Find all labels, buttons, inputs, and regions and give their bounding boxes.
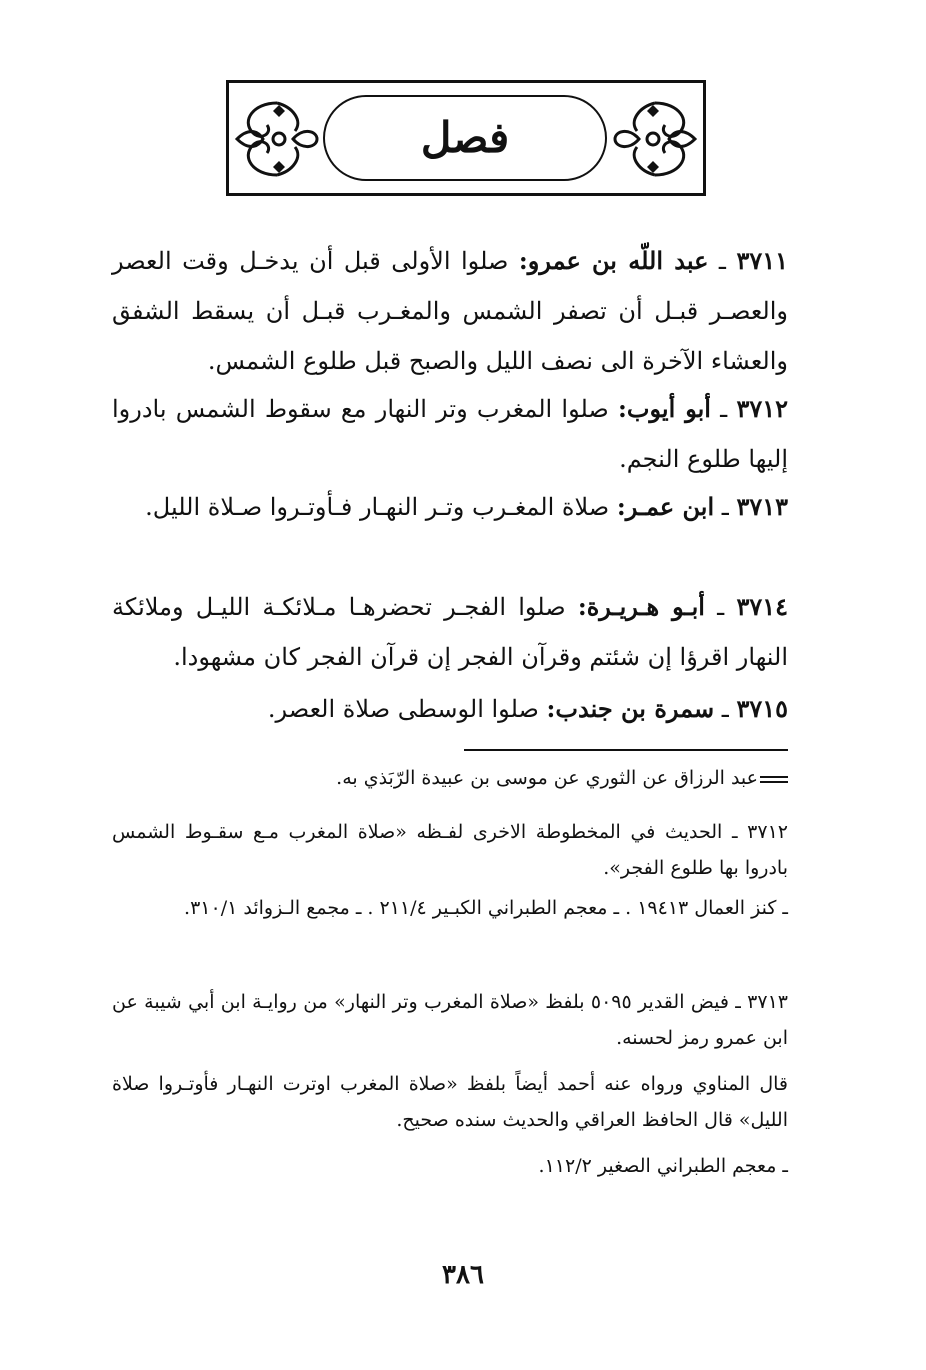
hadith-text: صلاة المغـرب وتـر النهـار فـأوتـروا صـلاة الليل.	[145, 493, 610, 521]
footnote-text: ٣٧١٣ ـ فيض القدير ٥٠٩٥ بلفظ «صلاة المغرب وتر النهار» من روايـة ابن أبي شيبة عن ابن عمرو رمز لحسنه.	[112, 991, 788, 1049]
hadith-entry	[112, 684, 788, 734]
footnote-text: ـ كنز العمال ١٩٤١٣ . ـ معجم الطبراني الكبـير ٢١١/٤ . ـ مجمع الـزوائد ٣١٠/١.	[184, 897, 788, 919]
narrator-name: أبو أيوب:	[618, 394, 711, 423]
entry-separator: ـ	[714, 695, 737, 723]
hadith-entry	[112, 482, 788, 532]
entry-separator: ـ	[710, 395, 737, 423]
footnote	[112, 1066, 788, 1138]
entry-number: ٣٧١٣	[736, 492, 788, 521]
narrator-name: ابن عمـر:	[616, 492, 715, 521]
entry-number: ٣٧١٤	[736, 592, 788, 621]
footnote	[112, 984, 788, 1056]
hadith-text: صلوا الوسطى صلاة العصر.	[267, 695, 539, 723]
chapter-title: فصل	[420, 113, 510, 162]
entry-number: ٣٧١٥	[736, 694, 788, 723]
hadith-entry	[112, 582, 788, 682]
footnote-text: قال المناوي ورواه عنه أحمد أيضاً بلفظ «صلاة المغرب اوترت النهـار فأوتـروا صلاة الليل» قال الحافظ العراقي والحديث سنده صحيح.	[112, 1073, 788, 1131]
footnote-text: ٣٧١٢ ـ الحديث في المخطوطة الاخرى لفـظه «صلاة المغرب مـع سقـوط الشمس بادروا بها طلوع الفجر».	[112, 821, 788, 879]
hadith-text: صلوا الفجـر تحضرهـا مـلائكـة الليـل وملائكة النهار اقرؤا إن شئتم وقرآن الفجر إن قرآن الفجر كان مشهودا.	[112, 593, 788, 671]
footnote-divider	[464, 749, 788, 751]
footnote	[112, 890, 788, 926]
narrator-name: أبـو هـريـرة:	[577, 592, 705, 621]
entry-separator: ـ	[704, 593, 737, 621]
footnote	[112, 760, 788, 796]
entry-number: ٣٧١٢	[736, 394, 788, 423]
hadith-text: صلوا المغرب وتر النهار مع سقوط الشمس بادروا إليها طلوع النجم.	[112, 395, 788, 473]
footnote-text: عبد الرزاق عن الثوري عن موسى بن عبيدة الرّبَذي به.	[336, 767, 758, 789]
chapter-title-cartouche	[323, 95, 607, 181]
hadith-entry	[112, 236, 788, 386]
arabesque-ornament-icon	[611, 97, 699, 181]
arabesque-ornament-icon	[233, 97, 321, 181]
footnote	[112, 1148, 788, 1184]
page-number: ٣٨٦	[442, 1260, 484, 1290]
entry-separator: ـ	[714, 493, 737, 521]
hadith-entry	[112, 384, 788, 484]
entry-separator: ـ	[708, 247, 737, 275]
footnote-continuation-mark	[760, 776, 788, 783]
chapter-header-frame	[226, 80, 706, 196]
footnote	[112, 814, 788, 886]
footnote-text: ـ معجم الطبراني الصغير ١١٢/٢.	[538, 1155, 788, 1177]
narrator-name: عبد اللّه بن عمرو:	[518, 246, 709, 275]
narrator-name: سمرة بن جندب:	[546, 694, 715, 723]
entry-number: ٣٧١١	[736, 246, 789, 275]
hadith-text: صلوا الأولى قبل أن يدخـل وقت العصر والعصـر قبـل أن تصفر الشمس والمغـرب قبـل أن يسقط الشفق والعشاء الآخرة الى نصف الليل والصبح قبل طلوع الشمس.	[112, 247, 788, 375]
